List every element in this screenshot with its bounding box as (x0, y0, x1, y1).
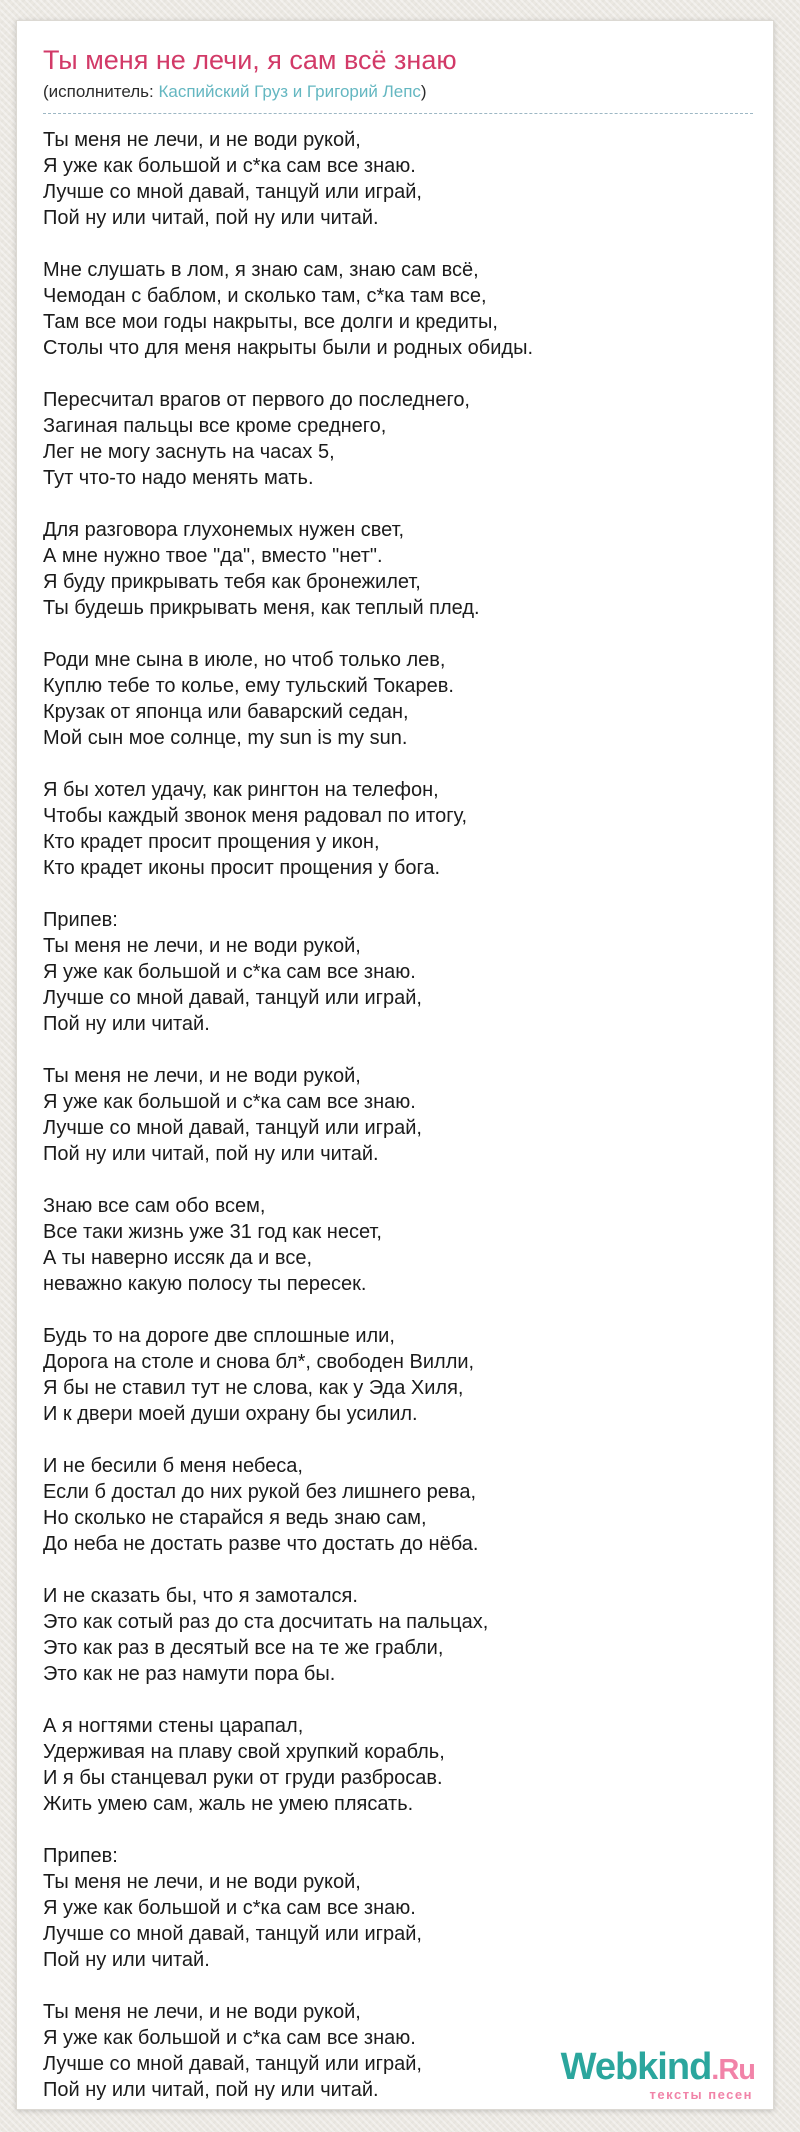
logo-suffix-text: .Ru (711, 2054, 755, 2086)
lyrics-line: Ты будешь прикрывать меня, как теплый плед. (43, 597, 480, 619)
lyrics-line: Кто крадет просит прощения у икон, (43, 831, 380, 853)
lyrics-line: Лучше со мной давай, танцуй или играй, (43, 1923, 422, 1945)
lyrics-line: Ты меня не лечи, и не води рукой, (43, 935, 361, 957)
lyrics-line: Но сколько не старайся я ведь знаю сам, (43, 1507, 427, 1529)
lyrics-line: Будь то на дороге две сплошные или, (43, 1325, 395, 1347)
lyrics-line: Ты меня не лечи, и не води рукой, (43, 1065, 361, 1087)
lyrics-line: И не бесили б меня небеса, (43, 1455, 303, 1477)
lyrics-line: Лучше со мной давай, танцуй или играй, (43, 181, 422, 203)
lyrics-stanza (43, 1453, 753, 1557)
lyrics-line: Я бы не ставил тут не слова, как у Эда Хиля, (43, 1377, 464, 1399)
lyrics-line: Удерживая на плаву свой хрупкий корабль, (43, 1741, 445, 1763)
lyrics-stanza (43, 907, 753, 1037)
lyrics-line: Все таки жизнь уже 31 год как несет, (43, 1221, 382, 1243)
lyrics-line: Лучше со мной давай, танцуй или играй, (43, 2053, 422, 2075)
lyrics-line: Лег не могу заснуть на часах 5, (43, 441, 335, 463)
lyrics-line: Это как сотый раз до ста досчитать на пальцах, (43, 1611, 489, 1633)
performer-suffix: ) (420, 82, 427, 101)
lyrics-line: Дорога на столе и снова бл*, свободен Вилли, (43, 1351, 475, 1373)
lyrics-line: Пой ну или читай. (43, 1949, 210, 1971)
lyrics-line: И не сказать бы, что я замотался. (43, 1585, 358, 1607)
lyrics-line: Я буду прикрывать тебя как бронежилет, (43, 571, 421, 593)
webkind-logo[interactable] (561, 2048, 755, 2086)
content-card (16, 20, 774, 2110)
lyrics-line: Мне слушать в лом, я знаю сам, знаю сам всё, (43, 259, 479, 281)
lyrics-stanza (43, 1713, 753, 1817)
lyrics-line: Я бы хотел удачу, как рингтон на телефон, (43, 779, 439, 801)
lyrics-line: Это как не раз намути пора бы. (43, 1663, 336, 1685)
lyrics-line: Кто крадет иконы просит прощения у бога. (43, 857, 441, 879)
lyrics-line: Роди мне сына в июле, но чтоб только лев, (43, 649, 446, 671)
lyrics-line: Пой ну или читай, пой ну или читай. (43, 207, 379, 229)
lyrics-stanza (43, 1843, 753, 1973)
lyrics-line: Я уже как большой и с*ка сам все знаю. (43, 155, 416, 177)
lyrics-stanza (43, 647, 753, 751)
lyrics-line: Это как раз в десятый все на те же грабли, (43, 1637, 444, 1659)
lyrics-line: Чтобы каждый звонок меня радовал по итогу, (43, 805, 468, 827)
page-title: Ты меня не лечи, я сам всё знаю (43, 45, 457, 75)
lyrics-stanza (43, 517, 753, 621)
lyrics-line: Лучше со мной давай, танцуй или играй, (43, 1117, 422, 1139)
performer-label: (исполнитель: (43, 82, 159, 101)
lyrics-line: Знаю все сам обо всем, (43, 1195, 266, 1217)
lyrics-line: Я уже как большой и с*ка сам все знаю. (43, 1091, 416, 1113)
card-footer (561, 2048, 755, 2101)
lyrics-stanza (43, 1193, 753, 1297)
lyrics-stanza (43, 1063, 753, 1167)
lyrics-line: неважно какую полосу ты пересек. (43, 1273, 367, 1295)
lyrics-line: Жить умею сам, жаль не умею плясать. (43, 1793, 414, 1815)
lyrics-stanza (43, 257, 753, 361)
lyrics-line: Ты меня не лечи, и не води рукой, (43, 1871, 361, 1893)
lyrics-line: Припев: (43, 1845, 118, 1867)
lyrics-line: До неба не достать разве что достать до нёба. (43, 1533, 479, 1555)
lyrics-line: Пересчитал врагов от первого до последнего, (43, 389, 470, 411)
logo-main-text: Webkind (560, 2046, 712, 2088)
lyrics-line: И к двери моей души охрану бы усилил. (43, 1403, 418, 1425)
lyrics-line: Для разговора глухонемых нужен свет, (43, 519, 405, 541)
lyrics (43, 127, 753, 2103)
lyrics-stanza (43, 1583, 753, 1687)
lyrics-line: Ты меня не лечи, и не води рукой, (43, 129, 361, 151)
lyrics-line: Если б достал до них рукой без лишнего рева, (43, 1481, 477, 1503)
performer-line (43, 82, 753, 114)
lyrics-line: Пой ну или читай, пой ну или читай. (43, 2079, 379, 2101)
lyrics-line: Пой ну или читай. (43, 1013, 210, 1035)
lyrics-line: А мне нужно твое "да", вместо "нет". (43, 545, 383, 567)
lyrics-line: Ты меня не лечи, и не води рукой, (43, 2001, 361, 2023)
lyrics-line: А ты наверно иссяк да и все, (43, 1247, 312, 1269)
lyrics-line: Тут что-то надо менять мать. (43, 467, 314, 489)
lyrics-line: Я уже как большой и с*ка сам все знаю. (43, 961, 416, 983)
lyrics-stanza (43, 387, 753, 491)
lyrics-line: Столы что для меня накрыты были и родных обиды. (43, 337, 533, 359)
lyrics-line: Там все мои годы накрыты, все долги и кредиты, (43, 311, 498, 333)
lyrics-line: Загиная пальцы все кроме среднего, (43, 415, 387, 437)
lyrics-line: Крузак от японца или баварский седан, (43, 701, 409, 723)
lyrics-line: Лучше со мной давай, танцуй или играй, (43, 987, 422, 1009)
lyrics-line: Пой ну или читай, пой ну или читай. (43, 1143, 379, 1165)
lyrics-stanza (43, 127, 753, 231)
lyrics-line: А я ногтями стены царапал, (43, 1715, 304, 1737)
artist-link[interactable]: Каспийский Груз и Григорий Лепс (158, 82, 421, 101)
lyrics-line: Припев: (43, 909, 118, 931)
lyrics-stanza (43, 1323, 753, 1427)
lyrics-line: Я уже как большой и с*ка сам все знаю. (43, 1897, 416, 1919)
logo-tagline: тексты песен (649, 2087, 753, 2102)
lyrics-line: Мой сын мое солнце, my sun is my sun. (43, 727, 408, 749)
lyrics-stanza (43, 777, 753, 881)
lyrics-line: И я бы станцевал руки от груди разбросав. (43, 1767, 443, 1789)
lyrics-line: Я уже как большой и с*ка сам все знаю. (43, 2027, 416, 2049)
lyrics-line: Чемодан с баблом, и сколько там, с*ка там все, (43, 285, 487, 307)
lyrics-line: Куплю тебе то колье, ему тульский Токарев. (43, 675, 454, 697)
